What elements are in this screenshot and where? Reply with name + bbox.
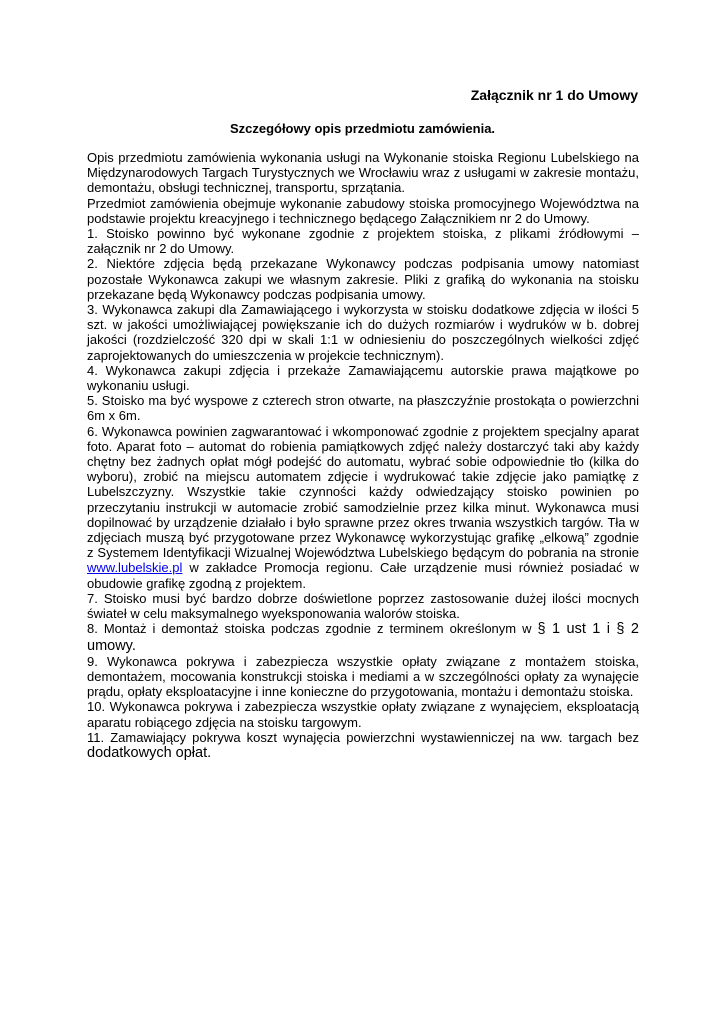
point-7: 7. Stoisko musi być bardzo dobrze doświetlone poprzez zastosowanie dużej ilości mocnych świateł w celu maksymalnego wyeksponowania walorów stoiska. bbox=[87, 590, 639, 622]
point-4: 4. Wykonawca zakupi zdjęcia i przekaże Zamawiającemu autorskie prawa majątkowe po wykonaniu usługi. bbox=[87, 362, 639, 394]
point-11-text-tail: dodatkowych opłat. bbox=[87, 744, 212, 761]
point-1: 1. Stoisko powinno być wykonane zgodnie z projektem stoiska, z plikami źródłowymi – załącznik nr 2 do Umowy. bbox=[87, 226, 639, 257]
point-3: 3. Wykonawca zakupi dla Zamawiającego i wykorzysta w stoisku dodatkowe zdjęcia w ilości 5 szt. w jakości umożliwiającej powiększanie ich do dużych rozmiarów i wydruków w b. dobrej jakości (rozdzielczość 320 dpi w skali 1:1 w odniesieniu do poszczególnych wielkości zdjęć zaprojektowanych do umieszczenia w projekcie technicznym). bbox=[87, 302, 639, 363]
point-9: 9. Wykonawca pokrywa i zabezpiecza wszystkie opłaty związane z montażem stoiska, demontażem, mocowania konstrukcji stoiska i mediami a w szczególności opłaty za wynajęcie prądu, opłaty eksploatacyjne i inne konieczne do przygotowania, montażu i demontażu stoiska. bbox=[87, 653, 639, 700]
point-8 bbox=[87, 621, 639, 653]
point-11 bbox=[87, 730, 639, 761]
lubelskie-website-link[interactable]: www.lubelskie.pl bbox=[87, 560, 183, 576]
point-11-text: 11. Zamawiający pokrywa koszt wynajęcia powierzchni wystawienniczej na ww. targach bez bbox=[87, 729, 639, 745]
point-8-paragraph-reference: § 1 ust 1 i § 2 umowy. bbox=[87, 621, 639, 654]
intro-paragraph-2: Przedmiot zamówienia obejmuje wykonanie zabudowy stoiska promocyjnego Województwa na podstawie projektu kreacyjnego i technicznego będącego Załącznikiem nr 2 do Umowy. bbox=[87, 195, 639, 226]
annex-title: Załącznik nr 1 do Umowy bbox=[470, 87, 638, 103]
point-6-text-after-link: w zakładce Promocja regionu. Całe urządzenie musi również posiadać w obudowie grafikę zgodną z projektem. bbox=[87, 560, 639, 591]
point-10: 10. Wykonawca pokrywa i zabezpiecza wszystkie opłaty związane z wynajęciem, eksploatacją aparatu robiącego zdjęcia na stoisku targowym. bbox=[87, 699, 639, 730]
document-title: Szczegółowy opis przedmiotu zamówienia. bbox=[229, 121, 496, 136]
point-6 bbox=[87, 424, 639, 591]
point-6-text-before-link: 6. Wykonawca powinien zagwarantować i wkomponować zgodnie z projektem specjalny aparat foto. Aparat foto – automat do robienia pamiątkowych zdjęć należy dostarczyć taki aby każdy chętny bez żadnych opłat mógł podejść do automatu, wybrać sobie odpowiednie tło (kilka do wyboru), zrobić na miejscu automatem zdjęcie i wydrukować takie zdjęcie jako pamiątkę z Lubelszczyzny. Wszystkie takie czynności każdy odwiedzający stoisko powinien po przeczytaniu instrukcji w automacie zrobić samodzielnie przez kilka minut. Wykonawca musi dopilnować by urządzenie działało i było sprawne przez okres trwania wszystkich targów. Tła w zdjęciach muszą być przygotowane przez Wykonawcę wykorzystując grafikę „elkową” zgodnie z Systemem Identyfikacji Wizualnej Województwa Lubelskiego będącym do pobrania na stronie bbox=[87, 423, 639, 561]
point-8-text: 8. Montaż i demontaż stoiska podczas zgodnie z terminem określonym w bbox=[87, 621, 538, 637]
document-body bbox=[87, 150, 639, 761]
point-2: 2. Niektóre zdjęcia będą przekazane Wykonawcy podczas podpisania umowy natomiast pozostałe Wykonawca zakupi we własnym zakresie. Pliki z grafiką do wykonania na stoisku przekazane będą Wykonawcy podczas podpisania umowy. bbox=[87, 256, 639, 302]
point-5: 5. Stoisko ma być wyspowe z czterech stron otwarte, na płaszczyźnie prostokąta o powierzchni 6m x 6m. bbox=[87, 393, 639, 424]
intro-paragraph-1: Opis przedmiotu zamówienia wykonania usługi na Wykonanie stoiska Regionu Lubelskiego na Międzynarodowych Targach Turystycznych we Wrocławiu wraz z usługami w zakresie montażu, demontażu, obsługi technicznej, transportu, sprzątania. bbox=[87, 150, 639, 196]
